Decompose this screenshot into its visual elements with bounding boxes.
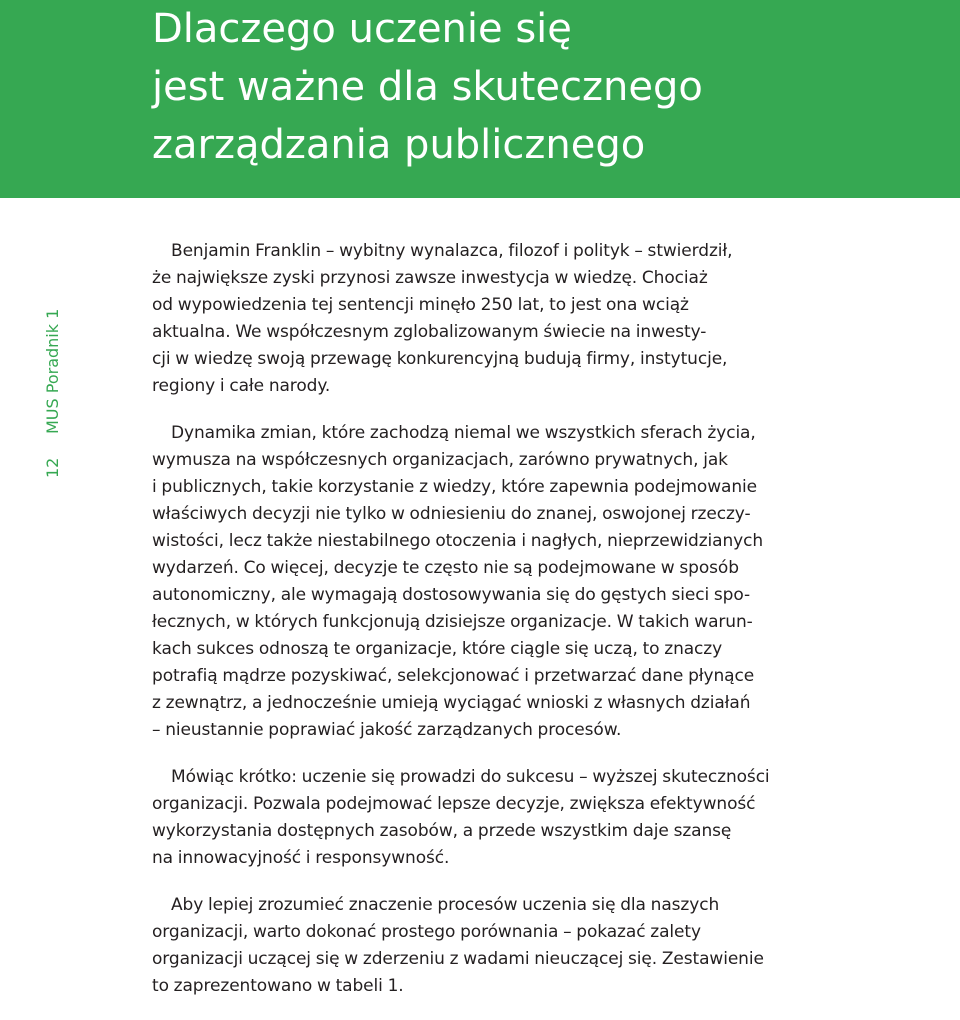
text-line: cji w wiedzę swoją przewagę konkurencyjną budują firmy, instytucje, [152,349,728,369]
text-line: Dynamika zmian, które zachodzą niemal we wszystkich sferach życia, [171,423,756,443]
text-line: łecznych, w których funkcjonują dzisiejsze organizacje. W takich warun- [152,612,753,632]
chapter-title-line: Dlaczego uczenie się [152,6,572,52]
text-line: Mówiąc krótko: uczenie się prowadzi do sukcesu – wyższej skuteczności [171,767,770,787]
chapter-title-line: jest ważne dla skutecznego [152,64,703,110]
text-line: od wypowiedzenia tej sentencji minęło 250 lat, to jest ona wciąż [152,295,689,315]
text-line: z zewnątrz, a jednocześnie umieją wyciągać wnioski z własnych działań [152,693,751,713]
paragraph [152,892,810,1000]
text-line: i publicznych, takie korzystanie z wiedzy, które zapewnia podejmowanie [152,477,757,497]
chapter-title [152,0,952,174]
text-line: wydarzeń. Co więcej, decyzje te często nie są podejmowane w sposób [152,558,739,578]
text-line: regiony i całe narody. [152,376,331,396]
paragraph [152,764,810,872]
chapter-header-band [0,0,960,198]
text-line: Aby lepiej zrozumieć znaczenie procesów uczenia się dla naszych [171,895,720,915]
text-line: organizacji, warto dokonać prostego porównania – pokazać zalety [152,922,701,942]
text-line: organizacji uczącej się w zderzeniu z wadami nieuczącej się. Zestawienie [152,949,764,969]
page-number: 12 [43,457,62,478]
text-line: potrafią mądrze pozyskiwać, selekcjonować i przetwarzać dane płynące [152,666,755,686]
text-line: Benjamin Franklin – wybitny wynalazca, filozof i polityk – stwierdził, [171,241,733,261]
text-line: kach sukces odnoszą te organizacje, które ciągle się uczą, to znaczy [152,639,723,659]
text-line: wistości, lecz także niestabilnego otoczenia i nagłych, nieprzewidzianych [152,531,764,551]
chapter-title-line: zarządzania publicznego [152,122,646,168]
text-line: wymusza na współczesnych organizacjach, zarówno prywatnych, jak [152,450,728,470]
text-line: że największe zyski przynosi zawsze inwestycja w wiedzę. Chociaż [152,268,708,288]
text-line: właściwych decyzji nie tylko w odniesieniu do znanej, oswojonej rzeczy- [152,504,751,524]
publication-label: MUS Poradnik 1 [43,308,62,434]
body-text [152,238,810,1020]
text-line: – nieustannie poprawiać jakość zarządzanych procesów. [152,720,622,740]
paragraph [152,420,810,744]
text-line: to zaprezentowano w tabeli 1. [152,976,404,996]
text-line: organizacji. Pozwala podejmować lepsze decyzje, zwiększa efektywność [152,794,756,814]
text-line: autonomiczny, ale wymagają dostosowywania się do gęstych sieci spo- [152,585,751,605]
text-line: na innowacyjność i responsywność. [152,848,450,868]
text-line: wykorzystania dostępnych zasobów, a przede wszystkim daje szansę [152,821,732,841]
paragraph [152,238,810,400]
text-line: aktualna. We współczesnym zglobalizowanym świecie na inwesty- [152,322,707,342]
